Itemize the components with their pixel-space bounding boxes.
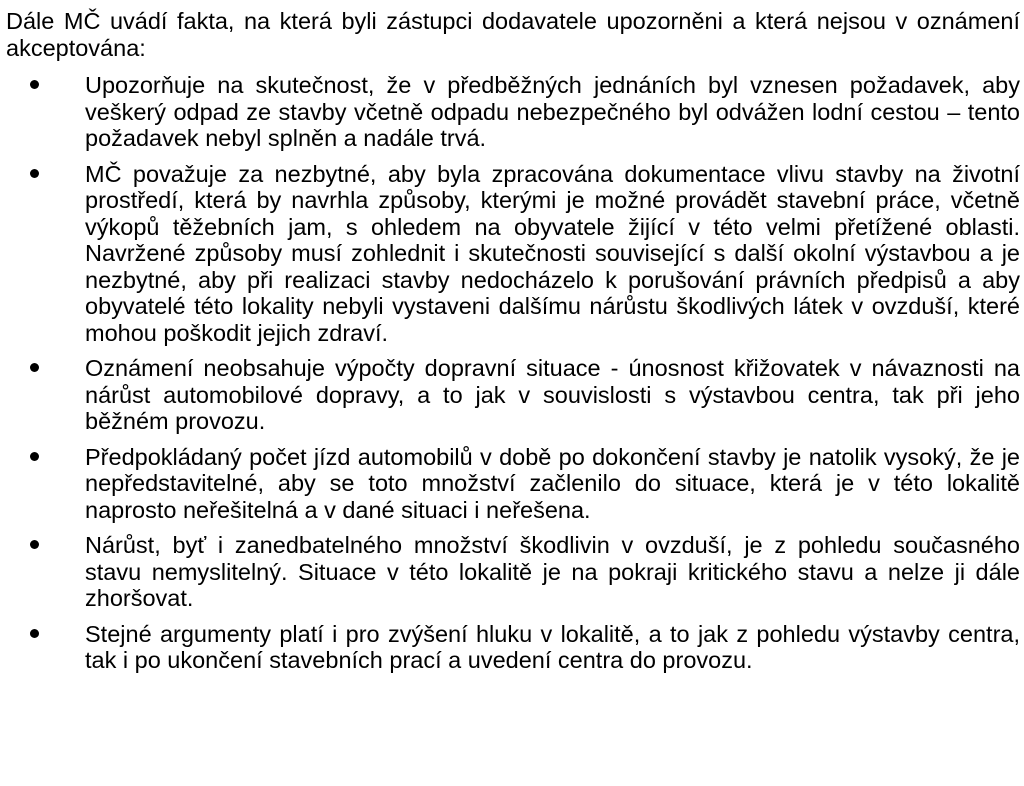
bullet-item: [6, 355, 1020, 435]
bullet-dot-icon: [30, 629, 39, 638]
bullet-dot-icon: [30, 169, 39, 178]
bullet-dot-icon: [30, 363, 39, 372]
bullet-item: [6, 72, 1020, 152]
bullet-text: MČ považuje za nezbytné, aby byla zpracována dokumentace vlivu stavby na životní prostředí, která by navrhla způsoby, kterými je možné provádět stavební práce, včetně výkopů těžebních jam, s ohledem na obyvatele žijící v této velmi přetížené oblasti. Navržené způsoby musí zohlednit i skutečnosti související s další okolní výstavbou a je nezbytné, aby při realizaci stavby nedocházelo k porušování právních předpisů a aby obyvatelé této lokality nebyli vystaveni dalšímu nárůstu škodlivých látek v ovzduší, které mohou poškodit jejich zdraví.: [85, 160, 1020, 346]
bullet-item: [6, 161, 1020, 347]
bullet-text: Předpokládaný počet jízd automobilů v době po dokončení stavby je natolik vysoký, že je nepředstavitelné, aby se toto množství začlenilo do situace, která je v této lokalitě naprosto neřešitelná a v dané situaci i neřešena.: [85, 443, 1020, 523]
bullet-text: Upozorňuje na skutečnost, že v předběžných jednáních byl vznesen požadavek, aby veškerý odpad ze stavby včetně odpadu nebezpečného byl odvážen lodní cestou – tento požadavek nebyl splněn a nadále trvá.: [85, 72, 1020, 151]
bullet-item: [6, 532, 1020, 612]
bullet-list: [6, 72, 1020, 674]
bullet-dot-icon: [30, 452, 39, 461]
bullet-item: [6, 444, 1020, 524]
bullet-dot-icon: [30, 540, 39, 549]
bullet-text: Stejné argumenty platí i pro zvýšení hluku v lokalitě, a to jak z pohledu výstavby centra, tak i po ukončení stavebních prací a uvedení centra do provozu.: [85, 620, 1020, 673]
bullet-text: Oznámení neobsahuje výpočty dopravní situace - únosnost křižovatek v návaznosti na nárůst automobilové dopravy, a to jak v souvislosti s výstavbou centra, tak při jeho běžném provozu.: [85, 355, 1020, 434]
intro-paragraph: Dále MČ uvádí fakta, na která byli zástupci dodavatele upozorněni a která nejsou v oznámení akceptována:: [6, 8, 1020, 61]
bullet-item: [6, 621, 1020, 674]
bullet-text: Nárůst, byť i zanedbatelného množství škodlivin v ovzduší, je z pohledu současného stavu nemyslitelný. Situace v této lokalitě je na pokraji kritického stavu a nelze ji dále zhoršovat.: [85, 532, 1020, 611]
bullet-dot-icon: [30, 80, 39, 89]
